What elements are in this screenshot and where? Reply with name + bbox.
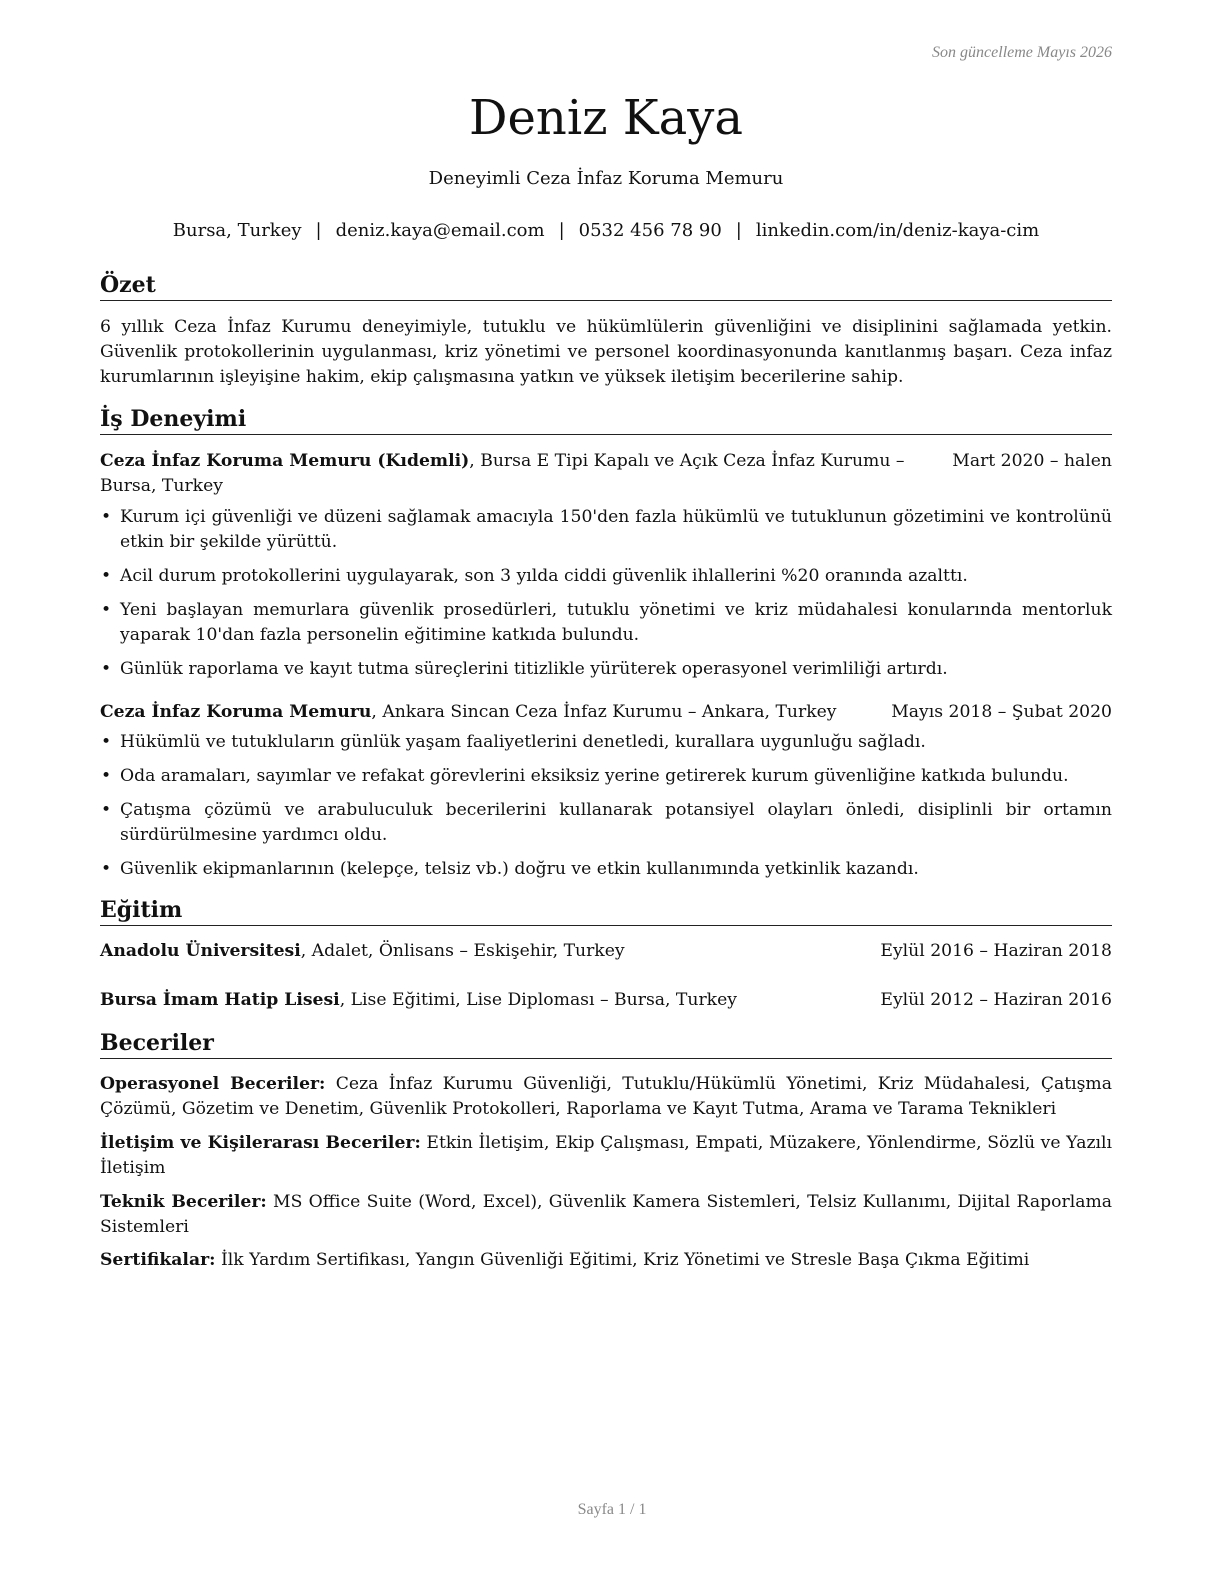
- section-title-experience: İş Deneyimi: [100, 405, 1112, 435]
- list-item: • Çatışma çözümü ve arabuluculuk becerilerini kullanarak potansiyel olayları önledi, disiplinli bir ortamın sürdürülmesine yardımcı oldu.: [101, 800, 1112, 845]
- skill-text: MS Office Suite (Word, Excel), Güvenlik Kamera Sistemleri, Telsiz Kullanımı, Dijital Raporlama Sistemleri: [100, 1192, 1112, 1237]
- list-item: • Hükümlü ve tutukluların günlük yaşam faaliyetlerini denetledi, kurallara uygunluğu sağladı.: [101, 732, 926, 752]
- skill-label: Sertifikalar:: [100, 1250, 216, 1270]
- candidate-subtitle: Deneyimli Ceza İnfaz Koruma Memuru: [428, 168, 784, 189]
- skill-group: [100, 1248, 1112, 1273]
- job-bullets: [100, 505, 1112, 691]
- section-title-skills: Beceriler: [100, 1029, 1112, 1059]
- skill-label: Teknik Beceriler:: [100, 1192, 267, 1212]
- candidate-name: Deniz Kaya: [469, 90, 743, 146]
- contact-phone: 0532 456 78 90: [578, 220, 722, 241]
- job-bullets: [100, 730, 1112, 891]
- school-details: , Lise Eğitimi, Lise Diploması – Bursa, Turkey: [339, 990, 737, 1010]
- education-date: Eylül 2012 – Haziran 2016: [880, 990, 1112, 1010]
- skill-group: [100, 1190, 1112, 1240]
- section-title-education: Eğitim: [100, 896, 1112, 926]
- job-employer: , Bursa E Tipi Kapalı ve Açık Ceza İnfaz Kurumu – Bursa, Turkey: [100, 451, 905, 496]
- list-item: • Oda aramaları, sayımlar ve refakat görevlerini eksiksiz yerine getirerek kurum güvenliğine katkıda bulundu.: [101, 766, 1069, 786]
- job-employer: , Ankara Sincan Ceza İnfaz Kurumu – Ankara, Turkey: [371, 702, 837, 722]
- section-title-summary: Özet: [100, 271, 1112, 301]
- contact-line: [100, 218, 1112, 244]
- skill-text: Etkin İletişim, Ekip Çalışması, Empati, Müzakere, Yönlendirme, Sözlü ve Yazılı İletişim: [100, 1133, 1112, 1178]
- contact-separator: |: [735, 220, 742, 241]
- job-role: Ceza İnfaz Koruma Memuru: [100, 702, 372, 722]
- last-updated: Son güncelleme Mayıs 2026: [932, 44, 1112, 61]
- skill-group: [100, 1131, 1112, 1181]
- contact-email[interactable]: deniz.kaya@email.com: [335, 220, 545, 241]
- list-item: • Acil durum protokollerini uygulayarak, son 3 yılda ciddi güvenlik ihlallerini %20 oranında azalttı.: [101, 566, 968, 586]
- skill-text: Ceza İnfaz Kurumu Güvenliği, Tutuklu/Hükümlü Yönetimi, Kriz Müdahalesi, Çatışma Çözümü, Gözetim ve Denetim, Güvenlik Protokolleri, Raporlama ve Kayıt Tutma, Arama ve Tarama Teknikleri: [100, 1074, 1112, 1119]
- job-header: [100, 700, 1112, 725]
- contact-location: Bursa, Turkey: [172, 220, 302, 241]
- education-item: [100, 939, 1112, 964]
- skill-label: Operasyonel Beceriler:: [100, 1074, 326, 1094]
- list-item: • Güvenlik ekipmanlarının (kelepçe, telsiz vb.) doğru ve etkin kullanımında yetkinlik kazandı.: [101, 859, 919, 879]
- education-item: [100, 988, 1112, 1013]
- school-details: , Adalet, Önlisans – Eskişehir, Turkey: [300, 941, 625, 961]
- skill-group: [100, 1072, 1112, 1122]
- contact-separator: |: [315, 220, 322, 241]
- skill-text: İlk Yardım Sertifikası, Yangın Güvenliği Eğitimi, Kriz Yönetimi ve Stresle Başa Çıkma Eğitimi: [215, 1250, 1030, 1270]
- page-number: Sayfa 1 / 1: [577, 1501, 647, 1518]
- list-item: • Günlük raporlama ve kayıt tutma süreçlerini titizlikle yürüterek operasyonel verimliliği artırdı.: [101, 659, 948, 679]
- school-name: Bursa İmam Hatip Lisesi: [100, 990, 340, 1010]
- contact-separator: |: [558, 220, 565, 241]
- education-date: Eylül 2016 – Haziran 2018: [880, 941, 1112, 961]
- job-role: Ceza İnfaz Koruma Memuru (Kıdemli): [100, 451, 470, 471]
- skill-label: İletişim ve Kişilerarası Beceriler:: [100, 1133, 421, 1153]
- list-item: • Yeni başlayan memurlara güvenlik prosedürleri, tutuklu yönetimi ve kriz müdahalesi konularında mentorluk yaparak 10'dan fazla personelin eğitimine katkıda bulundu.: [101, 600, 1112, 645]
- summary-text: 6 yıllık Ceza İnfaz Kurumu deneyimiyle, tutuklu ve hükümlülerin güvenliğini ve disiplinini sağlamada yetkin. Güvenlik protokollerinin uygulanması, kriz yönetimi ve personel koordinasyonunda kanıtlanmış başarı. Ceza infaz kurumlarının işleyişine hakim, ekip çalışmasına yatkın ve yüksek iletişim becerilerine sahip.: [100, 317, 1112, 387]
- job-header: [100, 449, 1112, 499]
- list-item: • Kurum içi güvenliği ve düzeni sağlamak amacıyla 150'den fazla hükümlü ve tutuklunun gözetimini ve kontrolünü etkin bir şekilde yürüttü.: [101, 507, 1112, 552]
- job-date: Mart 2020 – halen: [952, 451, 1112, 471]
- job-date: Mayıs 2018 – Şubat 2020: [891, 702, 1112, 722]
- contact-linkedin[interactable]: linkedin.com/in/deniz-kaya-cim: [755, 220, 1040, 241]
- school-name: Anadolu Üniversitesi: [100, 941, 301, 961]
